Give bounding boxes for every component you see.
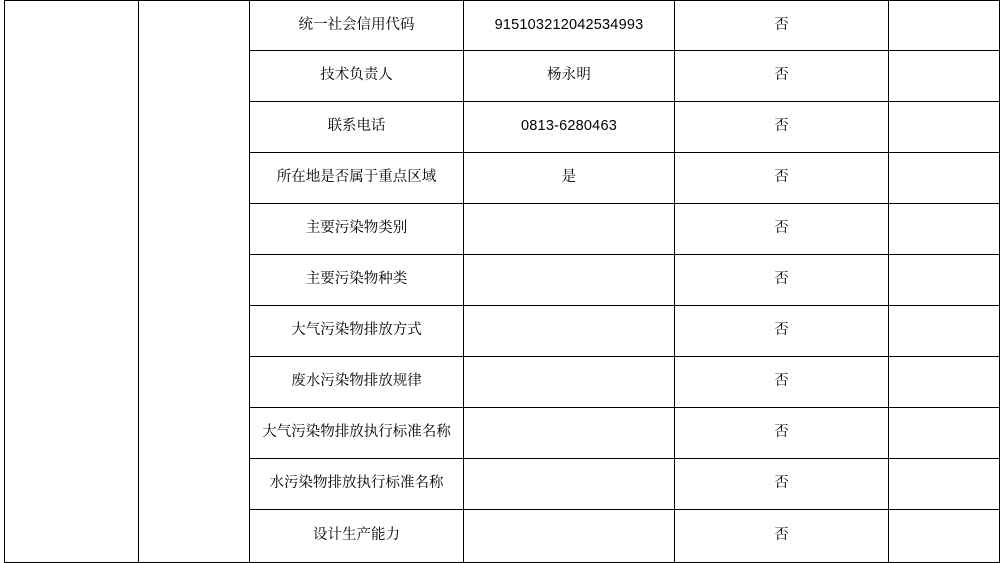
row-extra-cell xyxy=(889,357,1000,408)
row-label-text: 主要污染物种类 xyxy=(305,271,408,288)
pollutant-info-table xyxy=(4,0,1000,563)
row-value-cell xyxy=(464,459,675,510)
row-flag-text: 否 xyxy=(774,220,789,237)
row-flag-cell xyxy=(675,1,889,51)
row-flag-cell xyxy=(675,510,889,563)
row-extra-cell xyxy=(889,204,1000,255)
row-flag-text: 否 xyxy=(774,475,789,492)
row-value-text: 是 xyxy=(561,169,577,186)
row-value-cell xyxy=(464,204,675,255)
row-flag-cell xyxy=(675,408,889,459)
row-value-cell xyxy=(464,153,675,204)
row-value-cell xyxy=(464,255,675,306)
row-label-text: 主要污染物类别 xyxy=(305,220,408,237)
row-flag-text: 否 xyxy=(774,527,789,544)
row-flag-text: 否 xyxy=(774,271,789,288)
row-label-cell xyxy=(250,153,464,204)
row-value-cell xyxy=(464,102,675,153)
row-label-cell xyxy=(250,357,464,408)
row-flag-cell xyxy=(675,102,889,153)
row-value-cell xyxy=(464,306,675,357)
row-value-cell xyxy=(464,408,675,459)
row-flag-text: 否 xyxy=(774,322,789,339)
row-label-cell xyxy=(250,306,464,357)
row-flag-cell xyxy=(675,255,889,306)
row-extra-cell xyxy=(889,408,1000,459)
row-label-cell xyxy=(250,1,464,51)
row-label-text: 统一社会信用代码 xyxy=(298,16,415,33)
row-value-cell xyxy=(464,510,675,563)
row-extra-cell xyxy=(889,102,1000,153)
row-flag-text: 否 xyxy=(774,67,789,84)
row-flag-text: 否 xyxy=(774,424,789,441)
row-label-cell xyxy=(250,459,464,510)
row-value-cell xyxy=(464,357,675,408)
row-flag-text: 否 xyxy=(774,373,789,390)
row-extra-cell xyxy=(889,1,1000,51)
row-label-cell xyxy=(250,102,464,153)
table-row xyxy=(5,1,1000,51)
row-value-cell xyxy=(464,1,675,51)
row-label-text: 水污染物排放执行标准名称 xyxy=(269,475,444,492)
row-label-text: 大气污染物排放方式 xyxy=(291,322,422,339)
row-value-cell xyxy=(464,51,675,102)
row-label-cell xyxy=(250,510,464,563)
row-label-text: 设计生产能力 xyxy=(313,527,400,544)
row-label-text: 所在地是否属于重点区域 xyxy=(276,169,437,186)
row-extra-cell xyxy=(889,510,1000,563)
row-label-cell xyxy=(250,408,464,459)
merged-subcategory-cell xyxy=(139,1,250,563)
merged-category-cell xyxy=(5,1,139,563)
row-flag-cell xyxy=(675,153,889,204)
row-extra-cell xyxy=(889,255,1000,306)
row-extra-cell xyxy=(889,51,1000,102)
row-value-text: 杨永明 xyxy=(546,67,592,84)
row-label-cell xyxy=(250,51,464,102)
row-label-cell xyxy=(250,204,464,255)
row-flag-text: 否 xyxy=(774,169,789,186)
row-extra-cell xyxy=(889,459,1000,510)
row-flag-cell xyxy=(675,357,889,408)
row-label-text: 废水污染物排放规律 xyxy=(291,373,422,390)
row-flag-text: 否 xyxy=(774,16,789,33)
row-extra-cell xyxy=(889,153,1000,204)
row-flag-cell xyxy=(675,459,889,510)
row-label-text: 大气污染物排放执行标准名称 xyxy=(262,424,451,441)
table-body xyxy=(5,1,1000,563)
row-flag-text: 否 xyxy=(774,118,789,135)
row-flag-cell xyxy=(675,204,889,255)
row-label-text: 联系电话 xyxy=(327,118,386,135)
row-label-text: 技术负责人 xyxy=(320,67,393,84)
row-value-text: 0813-6280463 xyxy=(521,118,617,135)
row-label-cell xyxy=(250,255,464,306)
row-value-text: 915103212042534993 xyxy=(494,16,644,33)
row-flag-cell xyxy=(675,306,889,357)
row-extra-cell xyxy=(889,306,1000,357)
row-flag-cell xyxy=(675,51,889,102)
